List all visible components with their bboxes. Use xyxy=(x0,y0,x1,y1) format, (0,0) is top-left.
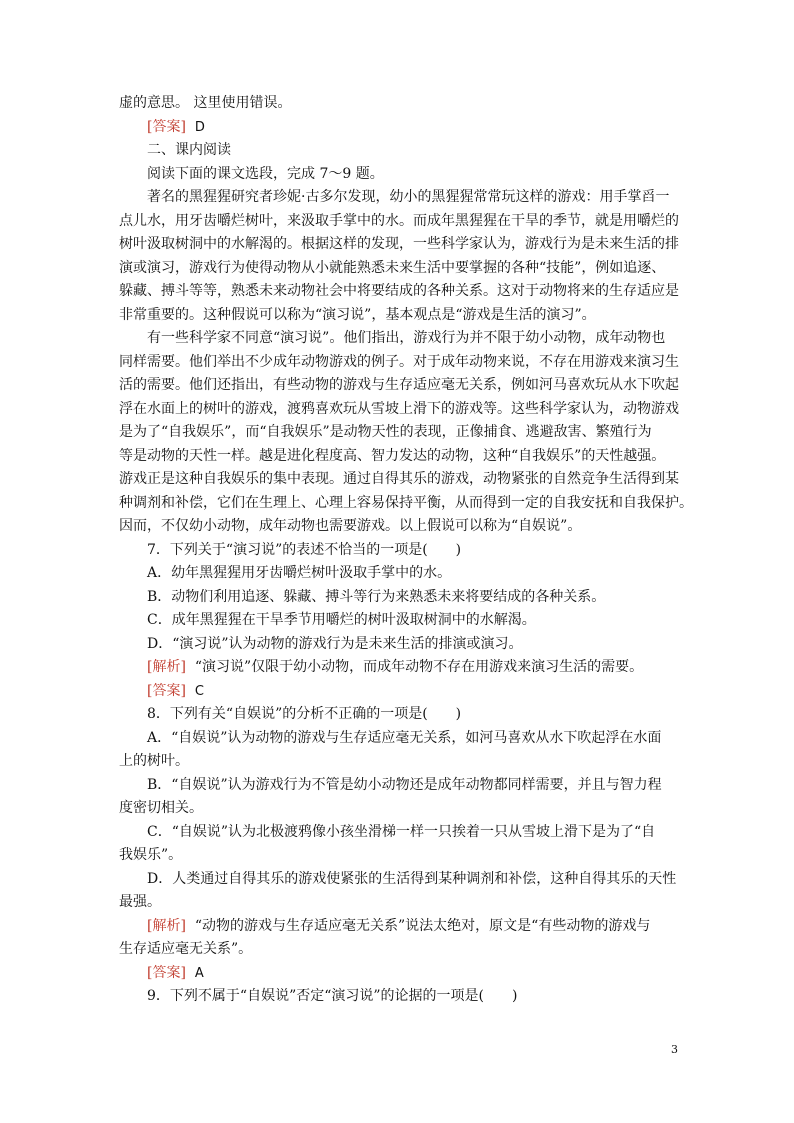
line-text: B．“自娱说”认为游戏行为不管是幼小动物还是成年动物都同样需要，并且与智力程 xyxy=(147,776,662,793)
text-line xyxy=(119,609,675,633)
text-line xyxy=(119,750,675,774)
text-line xyxy=(119,891,675,915)
text-line xyxy=(119,727,675,751)
line-text: C xyxy=(194,683,204,699)
line-text: 我娱乐”。 xyxy=(119,847,183,863)
line-text: 度密切相关。 xyxy=(119,800,203,816)
line-text: A．幼年黑猩猩用牙齿嚼烂树叶汲取手掌中的水。 xyxy=(147,565,452,581)
text-line xyxy=(119,586,675,610)
text-line xyxy=(119,844,675,868)
text-line xyxy=(119,774,675,798)
line-text: D xyxy=(194,119,205,135)
text-line xyxy=(119,797,675,821)
text-line xyxy=(119,938,675,962)
line-text: D．“演习说”认为动物的游戏行为是未来生活的排演或演习。 xyxy=(147,635,523,652)
text-line xyxy=(119,186,675,210)
text-line xyxy=(119,139,675,163)
text-line xyxy=(119,445,675,469)
line-text: 躲藏、搏斗等等，熟悉未来动物社会中将要结成的各种关系。这对于动物将来的生存适应是 xyxy=(119,283,679,299)
line-text: 生存适应毫无关系”。 xyxy=(119,941,253,957)
document-body xyxy=(119,92,693,1009)
line-text: 演或演习，游戏行为使得动物从小就能熟悉未来生活中要掌握的各种“技能”，例如追逐、 xyxy=(119,259,666,276)
text-line xyxy=(119,468,679,492)
text-line xyxy=(119,539,675,563)
line-text: B．动物们利用追逐、躲藏、搏斗等行为来熟悉未来将要结成的各种关系。 xyxy=(147,588,606,605)
answer-tag: [答案] xyxy=(147,118,186,135)
text-line xyxy=(119,210,679,234)
line-text: 7．下列关于“演习说”的表述不恰当的一项是( ) xyxy=(147,541,462,558)
answer-line xyxy=(119,680,675,704)
line-text: C．“自娱说”认为北极渡鸦像小孩坐滑梯一样一只挨着一只从雪坡上滑下是为了“自 xyxy=(147,823,656,840)
line-text: 种调剂和补偿，它们在生理上、心理上容易保持平衡，从而得到一定的自我安抚和自我保护。 xyxy=(119,494,693,511)
text-line xyxy=(119,868,675,892)
line-text: 最强。 xyxy=(119,894,161,910)
text-line xyxy=(119,515,675,539)
line-text: 是为了“自我娱乐”，而“自我娱乐”是动物天性的表现，正像捕食、逃避敌害、繁殖行为 xyxy=(119,424,652,440)
text-line xyxy=(119,280,679,304)
line-text: 著名的黑猩猩研究者珍妮·古多尔发现，幼小的黑猩猩常常玩这样的游戏：用手掌舀一 xyxy=(147,189,670,205)
analysis-line xyxy=(119,656,675,680)
text-line xyxy=(119,821,675,845)
text-line xyxy=(119,351,679,375)
line-text: 活的需要。他们还指出，有些动物的游戏与生存适应毫无关系，例如河马喜欢玩从水下吹起 xyxy=(119,377,679,393)
text-line xyxy=(119,257,675,281)
answer-tag: [答案] xyxy=(147,682,186,699)
line-text: “动物的游戏与生存适应毫无关系”说法太绝对，原文是“有些动物的游戏与 xyxy=(194,917,651,934)
text-line xyxy=(119,374,679,398)
line-text: “演习说”仅限于幼小动物，而成年动物不存在用游戏来演习生活的需要。 xyxy=(194,659,644,675)
line-text: A xyxy=(194,965,204,981)
answer-line xyxy=(119,962,675,986)
answer-tag: [答案] xyxy=(147,964,186,981)
line-text: 树叶汲取树洞中的水解渴的。根据这样的发现，一些科学家认为，游戏行为是未来生活的排 xyxy=(119,236,679,252)
line-text: 点儿水，用牙齿嚼烂树叶，来汲取手掌中的水。而成年黑猩猩在干旱的季节，就是用嚼烂的 xyxy=(119,212,679,229)
line-text: 二、课内阅读 xyxy=(147,142,231,158)
line-text: C．成年黑猩猩在干旱季节用嚼烂的树叶汲取树洞中的水解渴。 xyxy=(147,612,536,628)
line-text: 同样需要。他们举出不少成年动物游戏的例子。对于成年动物来说，不存在用游戏来演习生 xyxy=(119,353,679,370)
line-text: 阅读下面的课文选段，完成 7～9 题。 xyxy=(147,165,384,182)
text-line xyxy=(119,233,679,257)
line-text: D．人类通过自得其乐的游戏使紧张的生活得到某种调剂和补偿，这种自得其乐的天性 xyxy=(147,870,677,887)
text-line xyxy=(119,327,675,351)
text-line xyxy=(119,92,675,116)
line-text: A．“自娱说”认为动物的游戏与生存适应毫无关系，如河马喜欢从水下吹起浮在水面 xyxy=(147,729,662,746)
line-text: 有一些科学家不同意“演习说”。他们指出，游戏行为并不限于幼小动物，成年动物也 xyxy=(147,330,666,346)
text-line xyxy=(119,398,679,422)
analysis-tag: [解析] xyxy=(147,917,186,934)
analysis-tag: [解析] xyxy=(147,659,186,675)
text-line xyxy=(119,562,675,586)
line-text: 9．下列不属于“自娱说”否定“演习说”的论据的一项是( ) xyxy=(147,988,518,1004)
page-number: 3 xyxy=(671,1043,678,1056)
text-line xyxy=(119,633,675,657)
text-line xyxy=(119,304,675,328)
text-line xyxy=(119,421,675,445)
text-line xyxy=(119,163,675,187)
analysis-line xyxy=(119,915,675,939)
text-line xyxy=(119,985,675,1009)
answer-line xyxy=(119,116,675,140)
line-text: 非常重要的。这种假说可以称为“演习说”，基本观点是“游戏是生活的演习”。 xyxy=(119,306,596,323)
line-text: 游戏正是这种自我娱乐的集中表现。通过自得其乐的游戏，动物紧张的自然竞争生活得到某 xyxy=(119,471,679,487)
line-text: 浮在水面上的树叶的游戏，渡鸦喜欢玩从雪坡上滑下的游戏等。这些科学家认为，动物游戏 xyxy=(119,400,679,417)
line-text: 等是动物的天性一样。越是进化程度高、智力发达的动物，这种“自我娱乐”的天性越强。 xyxy=(119,447,666,464)
line-text: 上的树叶。 xyxy=(119,753,189,769)
text-line xyxy=(119,492,693,516)
line-text: 虚的意思。 这里使用错误。 xyxy=(119,95,292,111)
line-text: 8．下列有关“自娱说”的分析不正确的一项是( ) xyxy=(147,706,462,722)
line-text: 因而，不仅幼小动物，成年动物也需要游戏。以上假说可以称为“自娱说”。 xyxy=(119,518,582,534)
text-line xyxy=(119,703,675,727)
